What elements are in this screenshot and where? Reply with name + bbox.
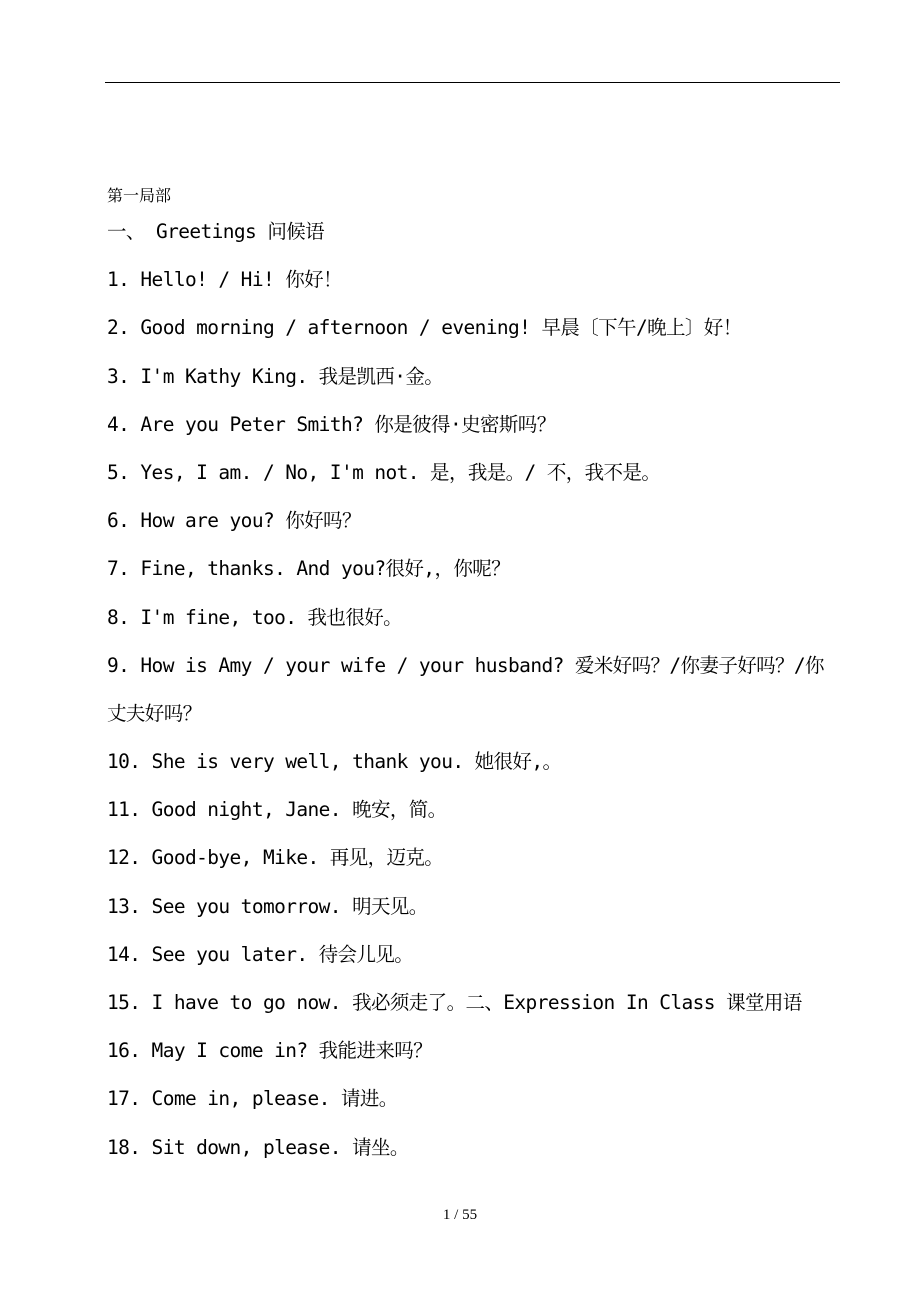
- phrase-line-18: 18. Sit down, please. 请坐。: [107, 1135, 409, 1159]
- header-rule: [105, 82, 840, 83]
- phrase-line-1: 1. Hello! / Hi! 你好！: [107, 268, 342, 292]
- document-body: [107, 214, 847, 1178]
- phrase-line-4: 4. Are you Peter Smith? 你是彼得·史密斯吗？: [107, 412, 556, 436]
- phrase-line-7: 7. Fine, thanks. And you?很好,，你呢？: [107, 557, 511, 581]
- phrase-line-8: 8. I'm fine, too. 我也很好。: [107, 605, 403, 629]
- phrase-line-14: 14. See you later. 待会儿见。: [107, 942, 414, 966]
- page-number: 1 / 55: [442, 1207, 478, 1223]
- phrase-line-10: 10. She is very well, thank you. 她很好,。: [107, 750, 562, 774]
- phrase-line-17: 17. Come in, please. 请进。: [107, 1087, 398, 1111]
- phrase-line-12: 12. Good-bye, Mike. 再见，迈克。: [107, 846, 444, 870]
- phrase-line-9: 9. How is Amy / your wife / your husband? 爱米好吗？/你妻子好吗？/你: [107, 653, 824, 677]
- phrase-line-13: 13. See you tomorrow. 明天见。: [107, 894, 428, 918]
- phrase-line-16: 16. May I come in? 我能进来吗？: [107, 1039, 433, 1063]
- section-label: 第一局部: [107, 186, 172, 205]
- phrase-line-11: 11. Good night, Jane. 晚安，简。: [107, 798, 447, 822]
- phrase-line-15: 15. I have to go now. 我必须走了。二、Expression In Class 课堂用语: [107, 991, 802, 1014]
- heading-greetings: 一、 Greetings 问候语: [107, 220, 325, 243]
- phrase-line-5: 5. Yes, I am. / No, I'm not. 是，我是。/ 不，我不是。: [107, 460, 661, 484]
- phrase-line-9-continued: 丈夫好吗？: [107, 701, 202, 725]
- phrase-line-3: 3. I'm Kathy King. 我是凯西·金。: [107, 364, 444, 388]
- phrase-line-2: 2. Good morning / afternoon / evening! 早晨〔下午/晚上〕好！: [107, 316, 742, 340]
- phrase-line-6: 6. How are you? 你好吗？: [107, 509, 361, 533]
